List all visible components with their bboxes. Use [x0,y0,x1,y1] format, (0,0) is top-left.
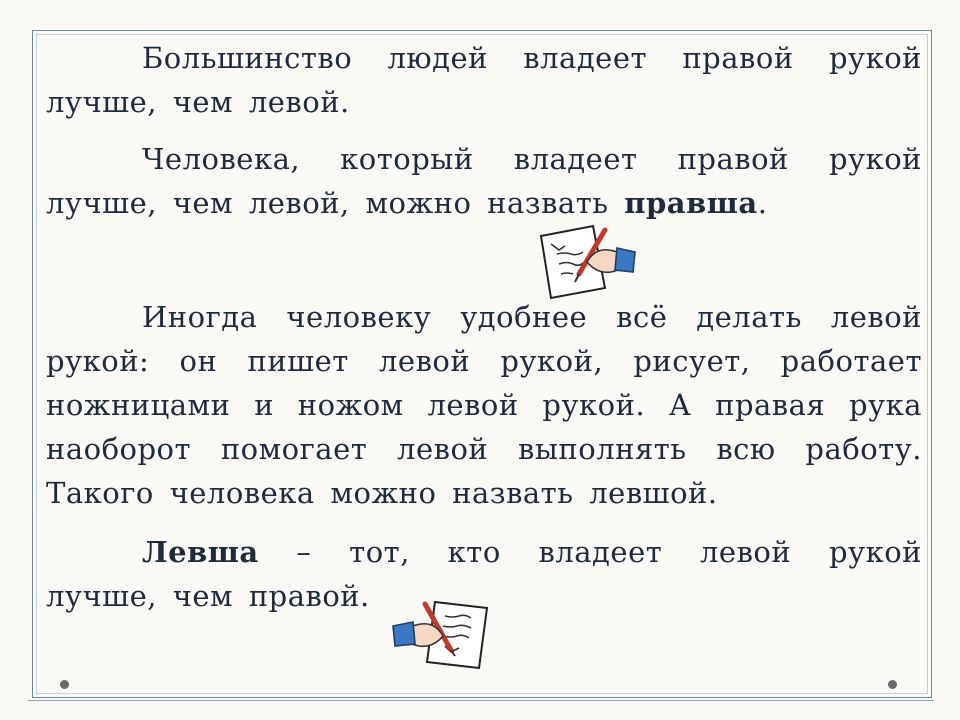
paragraph-left-hander-description [46,295,922,515]
paragraph-line: лучше, чем левой. [46,85,350,119]
writing-hand-right-icon [535,222,643,300]
paragraph-line [46,181,922,225]
writing-hand-left-icon [385,594,495,672]
text-fragment: лучше, чем левой, можно назвать [46,186,625,220]
term-levsha: Левша [142,535,259,569]
paragraph-right-hander-definition [46,137,922,225]
paragraph-line: Большинство людей владеет правой рукой [142,41,922,75]
corner-dot-left [60,680,69,689]
paragraph-line: Человека, который владеет правой рукой [142,142,922,176]
corner-dot-right [888,680,897,689]
text-fragment: . [757,186,768,220]
paragraph-majority-right-handed [46,36,922,124]
term-pravsha: правша [624,186,758,220]
paragraph-line: Иногда человеку удобнее всё делать левой [142,300,922,334]
paragraph-line: рукой: он пишет левой рукой, рисует, работает ножницами и ножом левой рукой. А правая рука наоборот помогает левой выполнять всю работу. Такого человека можно назвать левшой. [46,344,922,510]
paragraph-line: лучше, чем правой. [46,579,370,613]
bottom-divider [28,700,934,701]
paragraph-line [46,530,922,574]
text-fragment: – тот, кто владеет левой рукой [258,535,922,569]
